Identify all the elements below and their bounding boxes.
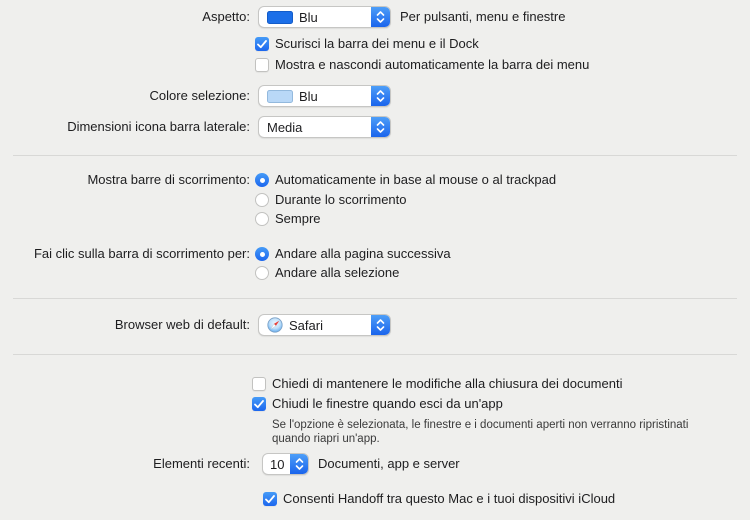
radio-next-page-label[interactable]: Andare alla pagina successiva xyxy=(275,246,451,261)
safari-compass-icon xyxy=(267,317,283,333)
autohide-menubar-checkbox[interactable] xyxy=(255,58,269,72)
darken-menubar-checkbox[interactable] xyxy=(255,37,269,51)
updown-chevrons-icon xyxy=(371,315,390,335)
radio-always[interactable] xyxy=(255,212,269,226)
radio-jump-to-spot-label[interactable]: Andare alla selezione xyxy=(275,265,400,280)
close-windows-note: Se l'opzione è selezionata, le finestre e i documenti aperti non verranno ripristinati quando riapri un'app. xyxy=(272,419,689,445)
default-browser-label: Browser web di default: xyxy=(114,317,250,332)
blue-color-swatch xyxy=(267,11,293,24)
separator xyxy=(13,155,737,156)
sidebar-icon-size-select[interactable] xyxy=(258,116,391,138)
close-windows-on-quit-checkbox-row[interactable] xyxy=(252,396,503,412)
radio-when-scrolling[interactable] xyxy=(255,193,269,207)
scrollbars-option-when-scrolling[interactable] xyxy=(255,192,407,208)
separator xyxy=(13,298,737,299)
scrollbars-option-always[interactable] xyxy=(255,211,321,227)
handoff-checkbox[interactable] xyxy=(263,492,277,506)
appearance-select[interactable] xyxy=(258,6,391,28)
scrollbars-option-auto[interactable] xyxy=(255,172,556,188)
appearance-select-value: Blu xyxy=(299,9,318,25)
updown-chevrons-icon xyxy=(371,117,390,137)
radio-always-label[interactable]: Sempre xyxy=(275,211,321,226)
radio-next-page[interactable] xyxy=(255,247,269,261)
handoff-label[interactable]: Consenti Handoff tra questo Mac e i tuoi dispositivi iCloud xyxy=(283,491,616,506)
handoff-checkbox-row[interactable] xyxy=(263,491,615,507)
darken-menubar-checkbox-row[interactable] xyxy=(255,36,479,52)
ask-to-keep-changes-checkbox[interactable] xyxy=(252,377,266,391)
recent-items-value: 10 xyxy=(270,456,285,472)
highlight-color-row xyxy=(0,85,750,107)
recent-items-hint: Documenti, app e server xyxy=(318,456,460,471)
appearance-label: Aspetto: xyxy=(202,9,250,24)
recent-items-label: Elementi recenti: xyxy=(153,456,250,471)
autohide-menubar-checkbox-row[interactable] xyxy=(255,57,589,73)
close-windows-on-quit-label[interactable]: Chiudi le finestre quando esci da un'app xyxy=(272,396,503,411)
scrollbar-click-option-next-page[interactable] xyxy=(255,246,451,262)
close-windows-on-quit-checkbox[interactable] xyxy=(252,397,266,411)
scrollbars-label: Mostra barre di scorrimento: xyxy=(87,172,250,187)
sidebar-icon-size-row xyxy=(0,116,750,138)
autohide-menubar-label[interactable]: Mostra e nascondi automaticamente la barra dei menu xyxy=(275,57,590,72)
updown-chevrons-icon xyxy=(290,454,308,474)
radio-auto[interactable] xyxy=(255,173,269,187)
default-browser-row xyxy=(0,314,750,336)
appearance-hint: Per pulsanti, menu e finestre xyxy=(400,9,566,24)
scrollbar-click-option-jump-to-spot[interactable] xyxy=(255,265,399,281)
highlight-color-select[interactable] xyxy=(258,85,391,107)
darken-menubar-label[interactable]: Scurisci la barra dei menu e il Dock xyxy=(275,36,479,51)
highlight-color-label: Colore selezione: xyxy=(149,88,250,103)
ask-to-keep-changes-checkbox-row[interactable] xyxy=(252,376,622,392)
radio-auto-label[interactable]: Automaticamente in base al mouse o al trackpad xyxy=(275,172,557,187)
scrollbar-click-label: Fai clic sulla barra di scorrimento per: xyxy=(33,246,250,261)
highlight-color-select-value: Blu xyxy=(299,88,318,104)
recent-items-row xyxy=(0,453,750,475)
appearance-row xyxy=(0,6,750,28)
default-browser-value: Safari xyxy=(289,317,323,333)
radio-jump-to-spot[interactable] xyxy=(255,266,269,280)
ask-to-keep-changes-label[interactable]: Chiedi di mantenere le modifiche alla chiusura dei documenti xyxy=(272,376,623,391)
separator xyxy=(13,354,737,355)
sidebar-icon-size-label: Dimensioni icona barra laterale: xyxy=(67,119,250,134)
updown-chevrons-icon xyxy=(371,86,390,106)
sidebar-icon-size-value: Media xyxy=(267,119,303,135)
updown-chevrons-icon xyxy=(371,7,390,27)
recent-items-select[interactable] xyxy=(262,453,309,475)
default-browser-select[interactable] xyxy=(258,314,391,336)
lightblue-color-swatch xyxy=(267,90,293,103)
radio-when-scrolling-label[interactable]: Durante lo scorrimento xyxy=(275,192,407,207)
